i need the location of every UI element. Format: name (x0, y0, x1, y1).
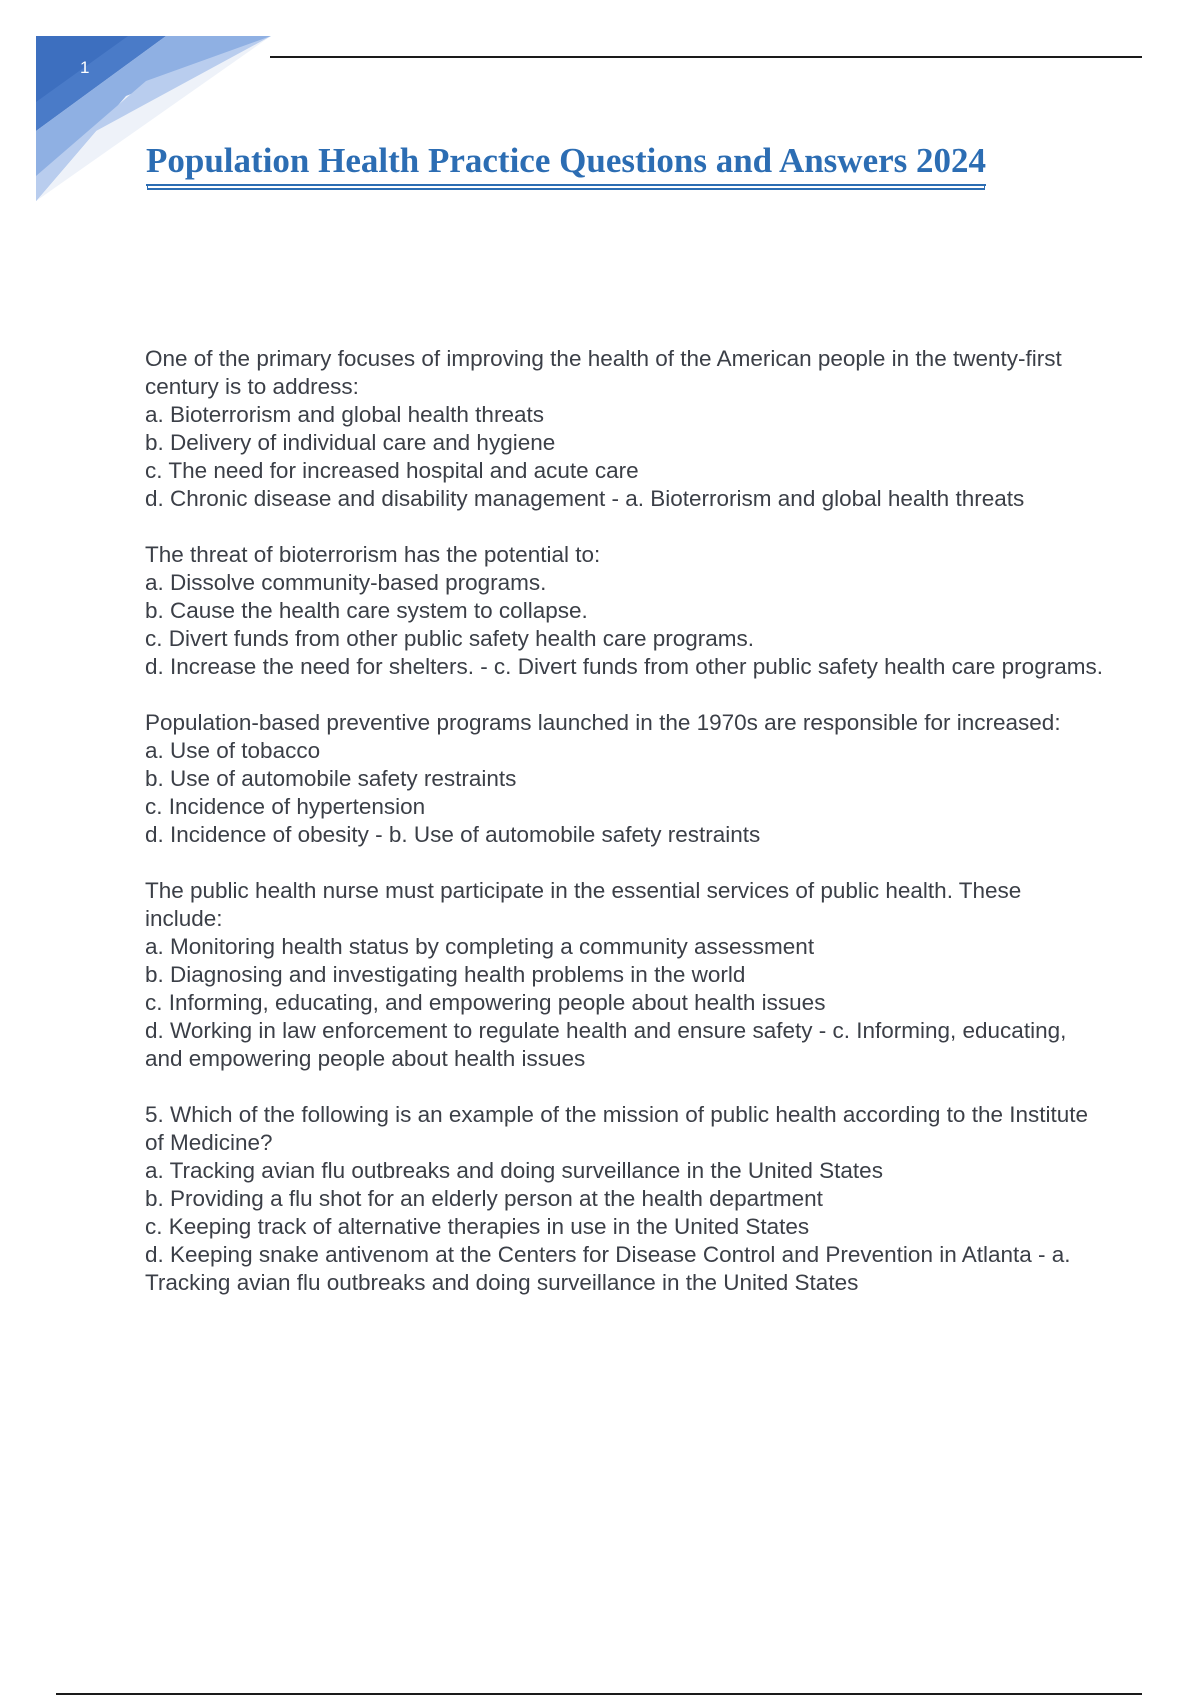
page-number: 1 (80, 58, 90, 77)
question-block-2 (145, 541, 1105, 681)
answer-option: a. Monitoring health status by completing a community assessment (145, 934, 815, 959)
answer-option: a. Tracking avian flu outbreaks and doing surveillance in the United States (145, 1158, 883, 1183)
answer-option: a. Use of tobacco (145, 738, 321, 763)
question-block-3 (145, 709, 1105, 849)
question-block-5 (145, 1101, 1105, 1297)
answer-option: a. Dissolve community-based programs. (145, 570, 547, 595)
question-stem: The public health nurse must participate in the essential services of public health. These include: (145, 878, 1022, 931)
answer-option: b. Providing a flu shot for an elderly person at the health department (145, 1186, 823, 1211)
answer-option: b. Use of automobile safety restraints (145, 766, 517, 791)
document-title (146, 140, 986, 186)
answer-option: c. Informing, educating, and empowering people about health issues (145, 990, 826, 1015)
question-stem: The threat of bioterrorism has the potential to: (145, 542, 601, 567)
question-block-1 (145, 345, 1105, 513)
answer-option: b. Delivery of individual care and hygiene (145, 430, 556, 455)
question-stem: Population-based preventive programs launched in the 1970s are responsible for increased: (145, 710, 1061, 735)
question-stem: 5. Which of the following is an example of the mission of public health according to the Institute of Medicine? (145, 1102, 1089, 1155)
answer-option: d. Incidence of obesity - b. Use of automobile safety restraints (145, 822, 761, 847)
answer-option: d. Working in law enforcement to regulate health and ensure safety - c. Informing, educating, and empowering people about health issues (145, 1018, 1067, 1071)
answer-option: d. Keeping snake antivenom at the Centers for Disease Control and Prevention in Atlanta - a. Tracking avian flu outbreaks and doing surveillance in the United States (145, 1242, 1071, 1295)
questions-list (145, 345, 1105, 1325)
answer-option: d. Chronic disease and disability management - a. Bioterrorism and global health threats (145, 486, 1025, 511)
answer-option: c. Divert funds from other public safety health care programs. (145, 626, 755, 651)
answer-option: c. The need for increased hospital and acute care (145, 458, 639, 483)
answer-option: c. Incidence of hypertension (145, 794, 426, 819)
header-rule (270, 56, 1142, 58)
question-stem: One of the primary focuses of improving the health of the American people in the twenty-first century is to address: (145, 346, 1062, 399)
document-title-text: Population Health Practice Questions and Answers 2024 (146, 140, 986, 186)
answer-option: b. Cause the health care system to collapse. (145, 598, 588, 623)
answer-option: c. Keeping track of alternative therapies in use in the United States (145, 1214, 810, 1239)
question-block-4 (145, 877, 1105, 1073)
footer-rule (56, 1693, 1142, 1695)
answer-option: d. Increase the need for shelters. - c. Divert funds from other public safety health care programs. (145, 654, 1103, 679)
answer-option: b. Diagnosing and investigating health problems in the world (145, 962, 746, 987)
answer-option: a. Bioterrorism and global health threats (145, 402, 544, 427)
